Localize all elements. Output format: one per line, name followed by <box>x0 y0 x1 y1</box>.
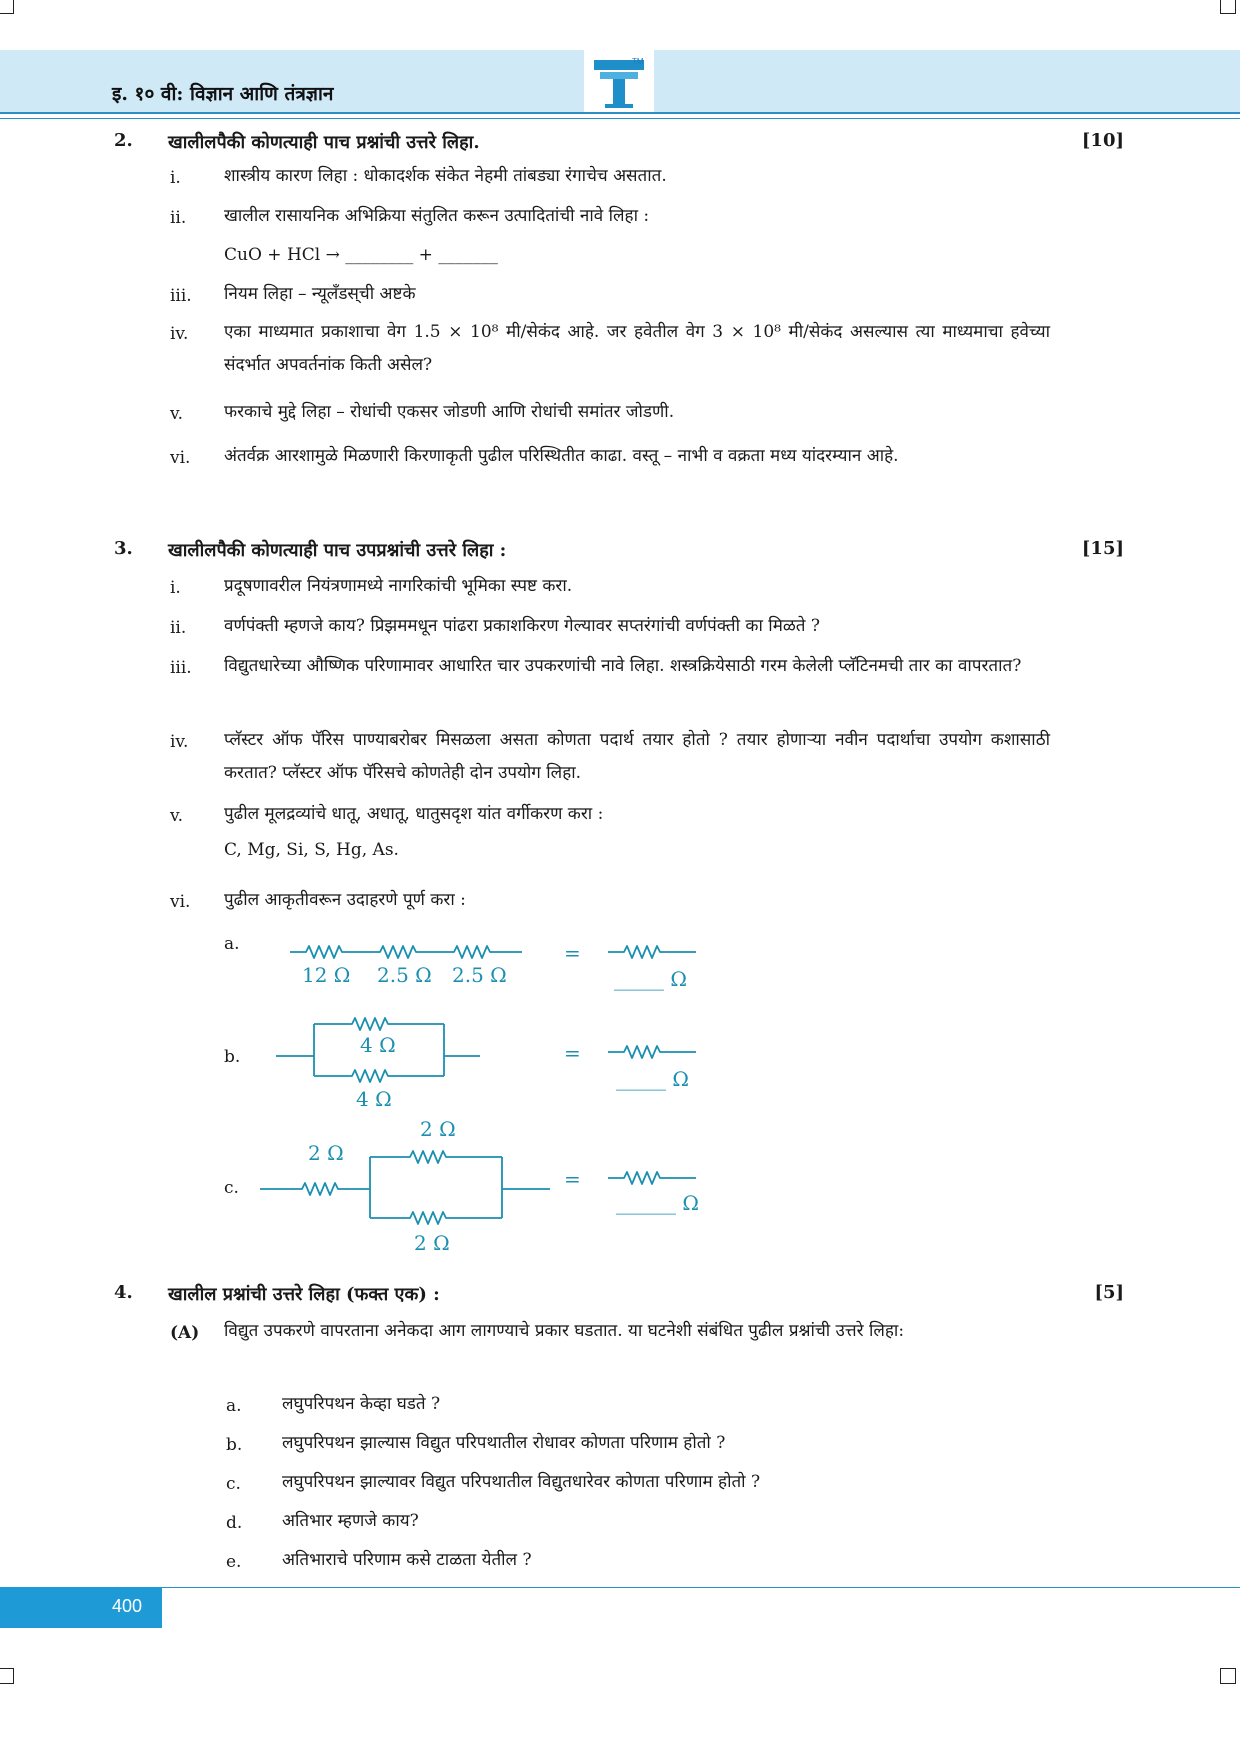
part-text: विद्युत उपकरणे वापरताना अनेकदा आग लागण्याचे प्रकार घडतात. या घटनेशी संबंधित पुढील प्रश्नांची उत्तरे लिहा: <box>224 1321 905 1341</box>
equivalent-resistor <box>608 1046 696 1058</box>
item-number: b. <box>226 1435 243 1455</box>
question-item: लघुपरिपथन झाल्यावर विद्युत परिपथातील विद्युतधारेवर कोणता परिणाम होतो ? <box>282 1472 761 1492</box>
answer-blank: _____ Ω <box>616 1067 689 1091</box>
question-item: खालील रासायनिक अभिक्रिया संतुलित करून उत्पादितांची नावे लिहा : <box>224 206 650 226</box>
item-number: c. <box>226 1474 241 1494</box>
question-title: खालीलपैकी कोणत्याही पाच उपप्रश्नांची उत्तरे लिहा : <box>168 540 507 561</box>
header-divider <box>0 112 1240 114</box>
item-number: vi. <box>170 448 191 468</box>
item-number: ii. <box>170 208 187 228</box>
resistor-value: 2.5 Ω <box>377 963 432 987</box>
resistor-value: 12 Ω <box>302 963 351 987</box>
part-label: (A) <box>170 1323 200 1343</box>
question-item: लघुपरिपथन केव्हा घडते ? <box>282 1394 441 1414</box>
resistor-diagrams <box>240 920 740 1260</box>
question-title: खालील प्रश्नांची उत्तरे लिहा (फक्त एक) : <box>168 1284 440 1305</box>
question-item: नियम लिहा – न्यूलँडस्‌ची अष्टके <box>224 284 416 304</box>
question-item: शास्त्रीय कारण लिहा : धोकादर्शक संकेत नेहमी तांबड्या रंगाचेच असतात. <box>224 166 667 186</box>
item-number: vi. <box>170 892 191 912</box>
question-item: अतिभाराचे परिणाम कसे टाळता येतील ? <box>282 1550 532 1570</box>
question-title: खालीलपैकी कोणत्याही पाच प्रश्नांची उत्तरे लिहा. <box>168 132 480 153</box>
equivalent-resistor <box>608 946 696 958</box>
question-item: विद्युतधारेच्या औष्णिक परिणामावर आधारित चार उपकरणांची नावे लिहा. शस्त्रक्रियेसाठी गरम केलेली प्लॅटिनमची तार का वापरतात? <box>224 656 1022 676</box>
question-number: 4. <box>114 1282 133 1303</box>
resistor-value: 2 Ω <box>420 1117 456 1141</box>
diagram-label: a. <box>224 934 240 954</box>
resistor-value: 2 Ω <box>308 1141 344 1165</box>
question-number: 3. <box>114 538 133 559</box>
equals-sign: = <box>564 941 581 965</box>
question-marks: [5] <box>1094 1282 1124 1303</box>
question-item: अतिभार म्हणजे काय? <box>282 1511 419 1531</box>
item-number: v. <box>170 806 183 826</box>
mixed-circuit <box>260 1151 550 1224</box>
equivalent-resistor <box>608 1172 696 1184</box>
answer-blank: ______ Ω <box>616 1191 699 1215</box>
resistor-value: 4 Ω <box>360 1033 396 1057</box>
question-item: फरकाचे मुद्दे लिहा – रोधांची एकसर जोडणी आणि रोधांची समांतर जोडणी. <box>224 402 675 422</box>
item-number: d. <box>226 1513 243 1533</box>
header-divider <box>0 118 1240 119</box>
item-number: i. <box>170 578 181 598</box>
question-item: प्लॅस्टर ऑफ पॅरिस पाण्याबरोबर मिसळला असता कोणता पदार्थ तयार होतो ? तयार होणाऱ्या नवीन पदार्थाचा उपयोग कशासाठी करतात? प्लॅस्टर ऑफ पॅरिसचे कोणतेही दोन उपयोग लिहा. <box>224 730 1050 783</box>
crop-mark <box>1220 0 1236 14</box>
page-number: 400 <box>112 1596 143 1616</box>
series-resistor-chain <box>290 946 522 958</box>
item-number: iv. <box>170 732 189 752</box>
item-number: e. <box>226 1552 242 1572</box>
resistor-value: 4 Ω <box>356 1087 392 1111</box>
question-item: पुढील मूलद्रव्यांचे धातू, अधातू, धातुसदृश यांत वर्गीकरण करा : <box>224 804 604 824</box>
equals-sign: = <box>564 1167 581 1191</box>
resistor-value: 2.5 Ω <box>452 963 507 987</box>
trademark-label: TM <box>632 57 644 66</box>
question-marks: [15] <box>1081 538 1124 559</box>
question-item: प्रदूषणावरील नियंत्रणामध्ये नागरिकांची भूमिका स्पष्ट करा. <box>224 576 573 596</box>
question-item: वर्णपंक्ती म्हणजे काय? प्रिझममधून पांढरा प्रकाशकिरण गेल्यावर सप्तरंगांची वर्णपंक्ती का मिळते ? <box>224 616 820 636</box>
header-title: इ. १० वी: विज्ञान आणि तंत्रज्ञान <box>112 83 334 105</box>
resistor-value: 2 Ω <box>414 1231 450 1255</box>
item-number: v. <box>170 404 183 424</box>
crop-mark <box>1220 1668 1236 1684</box>
crop-mark <box>0 0 14 14</box>
footer-divider <box>0 1587 1240 1588</box>
question-marks: [10] <box>1081 130 1124 151</box>
diagram-label: b. <box>224 1047 241 1067</box>
equals-sign: = <box>564 1041 581 1065</box>
diagram-label: c. <box>224 1178 239 1198</box>
crop-mark <box>0 1668 14 1684</box>
item-number: i. <box>170 168 181 188</box>
question-item: अंतर्वक्र आरशामुळे मिळणारी किरणाकृती पुढील परिस्थितीत काढा. वस्तू – नाभी व वक्रता मध्य यांदरम्यान आहे. <box>224 446 899 466</box>
item-number: iii. <box>170 286 192 306</box>
item-number: iv. <box>170 324 189 344</box>
answer-blank: _____ Ω <box>614 967 687 991</box>
element-list: C, Mg, Si, S, Hg, As. <box>224 840 399 860</box>
question-number: 2. <box>114 130 133 151</box>
question-item: पुढील आकृतीवरून उदाहरणे पूर्ण करा : <box>224 890 466 910</box>
item-number: ii. <box>170 618 187 638</box>
chemical-equation: CuO + HCl → ________ + _______ <box>224 245 498 265</box>
question-item: एका माध्यमात प्रकाशाचा वेग 1.5 × 10⁸ मी/सेकंद आहे. जर हवेतील वेग 3 × 10⁸ मी/सेकंद असल्यास त्या माध्यमाचा हवेच्या संदर्भात अपवर्तनांक किती असेल? <box>224 322 1050 375</box>
item-number: iii. <box>170 658 192 678</box>
item-number: a. <box>226 1396 242 1416</box>
question-item: लघुपरिपथन झाल्यास विद्युत परिपथातील रोधावर कोणता परिणाम होतो ? <box>282 1433 726 1453</box>
